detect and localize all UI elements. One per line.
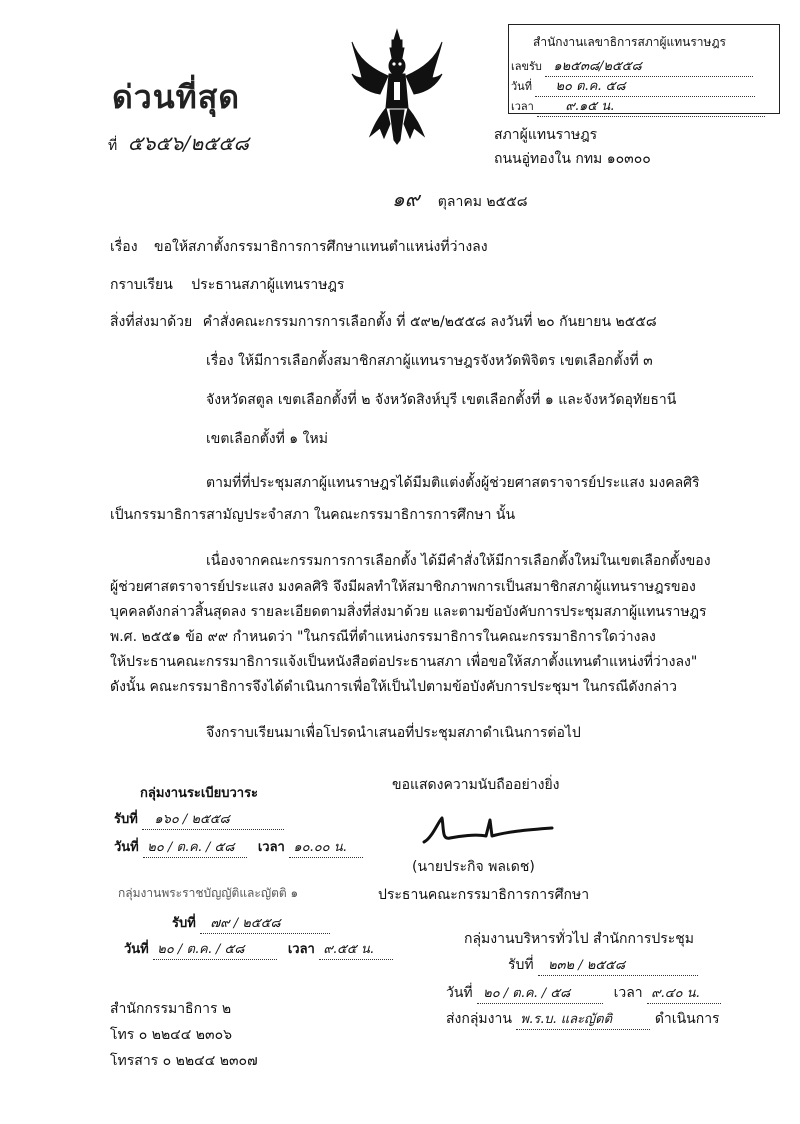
salutation-label: กราบเรียน [110, 277, 173, 293]
paragraph-1-line-2: เป็นกรรมาธิการสามัญประจำสภา ในคณะกรรมาธิการการศึกษา นั้น [110, 507, 516, 523]
general-time-label: เวลา [613, 985, 643, 1001]
legal-stamp-datetime [124, 938, 393, 960]
agenda-time-value: ๑๐.๐๐ น. [289, 836, 363, 858]
signer-name: (นายประกิจ พลเดช) [412, 859, 535, 875]
legal-time-label: เวลา [287, 942, 315, 957]
garuda-emblem-icon [350, 28, 444, 146]
general-stamp-received [508, 954, 698, 976]
agenda-stamp-received [114, 808, 284, 830]
reception-stamp [508, 24, 780, 114]
legal-stamp-received [172, 912, 330, 934]
general-forward-value: พ.ร.บ. และญัตติ [516, 1008, 650, 1030]
agenda-stamp-datetime [114, 836, 363, 858]
paragraph-2-line-3: บุคคลดังกล่าวสิ้นสุดลง รายละเอียดตามสิ่งที่ส่งมาด้วย และตามข้อบังคับการประชุมสภาผู้แทนราษฎร [110, 604, 707, 620]
enclosure-text-1: คำสั่งคณะกรรมการการเลือกตั้ง ที่ ๕๙๒/๒๕๕๘ ลงวันที่ ๒๐ กันยายน ๒๕๕๘ [202, 314, 657, 330]
paragraph-3-line-1: จึงกราบเรียนมาเพื่อโปรดนำเสนอที่ประชุมสภาดำเนินการต่อไป [206, 725, 581, 741]
urgency-stamp: ด่วนที่สุด [112, 78, 241, 116]
legal-time-value: ๙.๕๕ น. [319, 938, 393, 960]
reception-stamp-time [511, 95, 765, 117]
agenda-date-value: ๒๐ / ต.ค. / ๕๘ [143, 836, 247, 858]
subject-text: ขอให้สภาตั้งกรรมาธิการการศึกษาแทนตำแหน่งที่ว่างลง [154, 239, 488, 255]
footer-fax: โทรสาร ๐ ๒๒๔๔ ๒๓๐๗ [110, 1053, 258, 1069]
reception-date-value: ๒๐ ต.ค. ๕๘ [535, 75, 755, 97]
paragraph-2-line-2: ผู้ช่วยศาสตราจารย์ประแสง มงคลศิริ จึงมีผลทำให้สมาชิกภาพการเป็นสมาชิกสภาผู้แทนราษฎรของ [110, 579, 696, 595]
paragraph-2-line-4: พ.ศ. ๒๕๕๑ ข้อ ๙๙ กำหนดว่า "ในกรณีที่ตำแหน่งกรรมาธิการในคณะกรรมาธิการใดว่างลง [110, 629, 656, 645]
reception-received-label: เลขรับ [511, 60, 542, 73]
reception-stamp-office: สำนักงานเลขาธิการสภาผู้แทนราษฎร [533, 35, 726, 49]
general-forward-suffix: ดำเนินการ [654, 1011, 720, 1027]
legal-stamp-title: กลุ่มงานพระราชบัญญัติและญัตติ ๑ [118, 886, 299, 900]
salutation-recipient: ประธานสภาผู้แทนราษฎร [191, 277, 345, 293]
general-time-value: ๙.๔๐ น. [647, 982, 721, 1004]
closing-text: ขอแสดงความนับถืออย่างยิ่ง [392, 777, 560, 793]
agenda-received-label: รับที่ [114, 812, 138, 827]
paragraph-1-line-1: ตามที่ที่ประชุมสภาผู้แทนราษฎรได้มีมติแต่งตั้งผู้ช่วยศาสตราจารย์ประแสง มงคลศิริ [206, 475, 700, 491]
legal-received-label: รับที่ [172, 916, 196, 931]
footer-phone: โทร ๐ ๒๒๔๔ ๒๓๐๖ [110, 1027, 233, 1043]
agenda-date-label: วันที่ [114, 840, 139, 855]
letter-date-month-year: ตุลาคม ๒๕๕๘ [437, 194, 528, 210]
paragraph-2-line-5: ให้ประธานคณะกรรมาธิการแจ้งเป็นหนังสือต่อประธานสภา เพื่อขอให้สภาตั้งแทนตำแหน่งที่ว่างลง" [110, 654, 698, 670]
subject-label: เรื่อง [110, 239, 138, 255]
general-forward-label: ส่งกลุ่มงาน [446, 1011, 512, 1027]
enclosure-line-1 [110, 313, 657, 331]
general-stamp-title: กลุ่มงานบริหารทั่วไป สำนักการประชุม [464, 931, 695, 947]
signer-position: ประธานคณะกรรมาธิการการศึกษา [378, 887, 590, 903]
enclosure-text-2: เรื่อง ให้มีการเลือกตั้งสมาชิกสภาผู้แทนราษฎรจังหวัดพิจิตร เขตเลือกตั้งที่ ๓ [206, 353, 653, 369]
enclosure-text-3: จังหวัดสตูล เขตเลือกตั้งที่ ๒ จังหวัดสิงห์บุรี เขตเลือกตั้งที่ ๑ และจังหวัดอุทัยธานี [206, 392, 677, 408]
signature-icon [420, 808, 570, 852]
enclosure-label: สิ่งที่ส่งมาด้วย [110, 314, 193, 330]
general-stamp-datetime [446, 982, 721, 1004]
doc-number-value: ๕๖๕๖/๒๕๕๘ [127, 131, 249, 155]
agenda-time-label: เวลา [257, 840, 285, 855]
footer-office: สำนักกรรมาธิการ ๒ [110, 1001, 232, 1017]
reception-time-label: เวลา [511, 100, 534, 113]
general-date-value: ๒๐ / ต.ค. / ๕๘ [477, 982, 603, 1004]
reception-time-value: ๙.๑๕ น. [537, 95, 765, 117]
reception-received-value: ๑๒๕๓๘/๒๕๕๘ [545, 55, 753, 77]
reception-date-label: วันที่ [511, 80, 532, 93]
letter-date-day: ๑๙ [392, 187, 420, 211]
general-stamp-forward [446, 1008, 720, 1030]
sender-address-line1: สภาผู้แทนราษฎร [494, 127, 598, 143]
subject-line [110, 238, 488, 256]
agenda-stamp-title: กลุ่มงานระเบียบวาระ [140, 786, 259, 801]
legal-date-value: ๒๐ / ต.ค. / ๕๘ [153, 938, 277, 960]
sender-address-line2: ถนนอู่ทองใน กทม ๑๐๓๐๐ [494, 151, 651, 167]
doc-number [108, 127, 249, 159]
salutation-line [110, 276, 344, 294]
doc-number-prefix: ที่ [108, 138, 118, 154]
general-date-label: วันที่ [446, 985, 473, 1001]
legal-received-value: ๗๙ / ๒๕๕๘ [200, 912, 330, 934]
paragraph-2-line-1: เนื่องจากคณะกรรมการการเลือกตั้ง ได้มีคำสั่งให้มีการเลือกตั้งใหม่ในเขตเลือกตั้งของ [206, 553, 711, 569]
letter-date [392, 187, 528, 211]
paragraph-2-line-6: ดังนั้น คณะกรรมาธิการจึงได้ดำเนินการเพื่อให้เป็นไปตามข้อบังคับการประชุมฯ ในกรณีดังกล่าว [110, 679, 678, 695]
general-received-label: รับที่ [508, 957, 534, 973]
reception-stamp-received [511, 55, 753, 77]
enclosure-text-4: เขตเลือกตั้งที่ ๑ ใหม่ [206, 431, 328, 447]
reception-stamp-date [511, 75, 755, 97]
legal-date-label: วันที่ [124, 942, 149, 957]
agenda-received-value: ๑๖๐ / ๒๕๕๘ [142, 808, 284, 830]
general-received-value: ๒๓๒ / ๒๕๕๘ [538, 954, 698, 976]
